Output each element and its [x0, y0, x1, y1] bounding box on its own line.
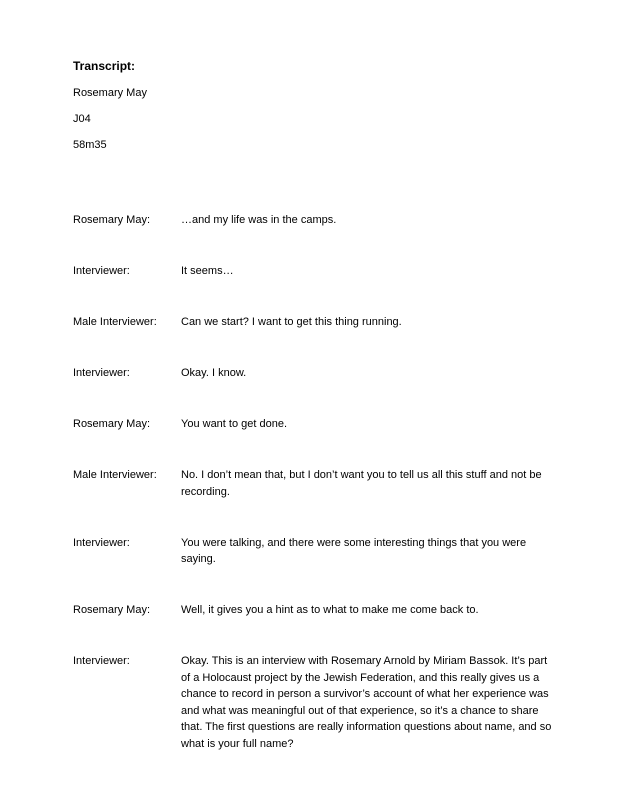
transcript-entry [73, 212, 553, 229]
utterance-text: Okay. This is an interview with Rosemary Arnold by Miriam Bassok. It’s part of a Holocaust project by the Jewish Federation, and this really gives us a chance to record in person a survivor’s account of what her experience was and what was meaningful out of that experience, so it’s a chance to share that. The first questions are really information questions about name, and so what is your full name? [181, 655, 552, 750]
utterance-text: …and my life was in the camps. [181, 214, 337, 226]
speaker-label: Male Interviewer: [73, 316, 157, 328]
speaker-label: Rosemary May: [73, 214, 151, 226]
speaker-label: Interviewer: [73, 655, 130, 667]
speaker-label: Rosemary May: [73, 418, 151, 430]
document-title: Transcript: [73, 59, 136, 73]
speaker-label: Male Interviewer: [73, 469, 157, 481]
speaker-label: Interviewer: [73, 367, 130, 379]
transcript-entry [73, 653, 553, 752]
speaker-label: Rosemary May: [73, 604, 151, 616]
transcript-header [73, 58, 543, 164]
interviewee-name: Rosemary May [73, 87, 147, 99]
transcript-entry [73, 365, 553, 382]
transcript-code: J04 [73, 113, 91, 125]
transcript-entry [73, 416, 553, 433]
utterance-text: You want to get done. [181, 418, 288, 430]
transcript-entry [73, 467, 553, 500]
utterance-text: It seems… [181, 265, 234, 277]
transcript-duration: 58m35 [73, 139, 107, 151]
utterance-text: You were talking, and there were some interesting things that you were saying. [181, 536, 527, 565]
transcript-entry [73, 535, 553, 568]
transcript-entry [73, 602, 553, 619]
utterance-text: Well, it gives you a hint as to what to make me come back to. [181, 604, 479, 616]
transcript-entry [73, 314, 553, 331]
utterance-text: Can we start? I want to get this thing running. [181, 316, 402, 328]
transcript-entry [73, 263, 553, 280]
speaker-label: Interviewer: [73, 536, 130, 549]
utterance-text: No. I don’t mean that, but I don’t want you to tell us all this stuff and not be recording. [181, 469, 542, 498]
utterance-text: Okay. I know. [181, 367, 247, 379]
speaker-label: Interviewer: [73, 265, 130, 277]
transcript-body [73, 212, 553, 752]
